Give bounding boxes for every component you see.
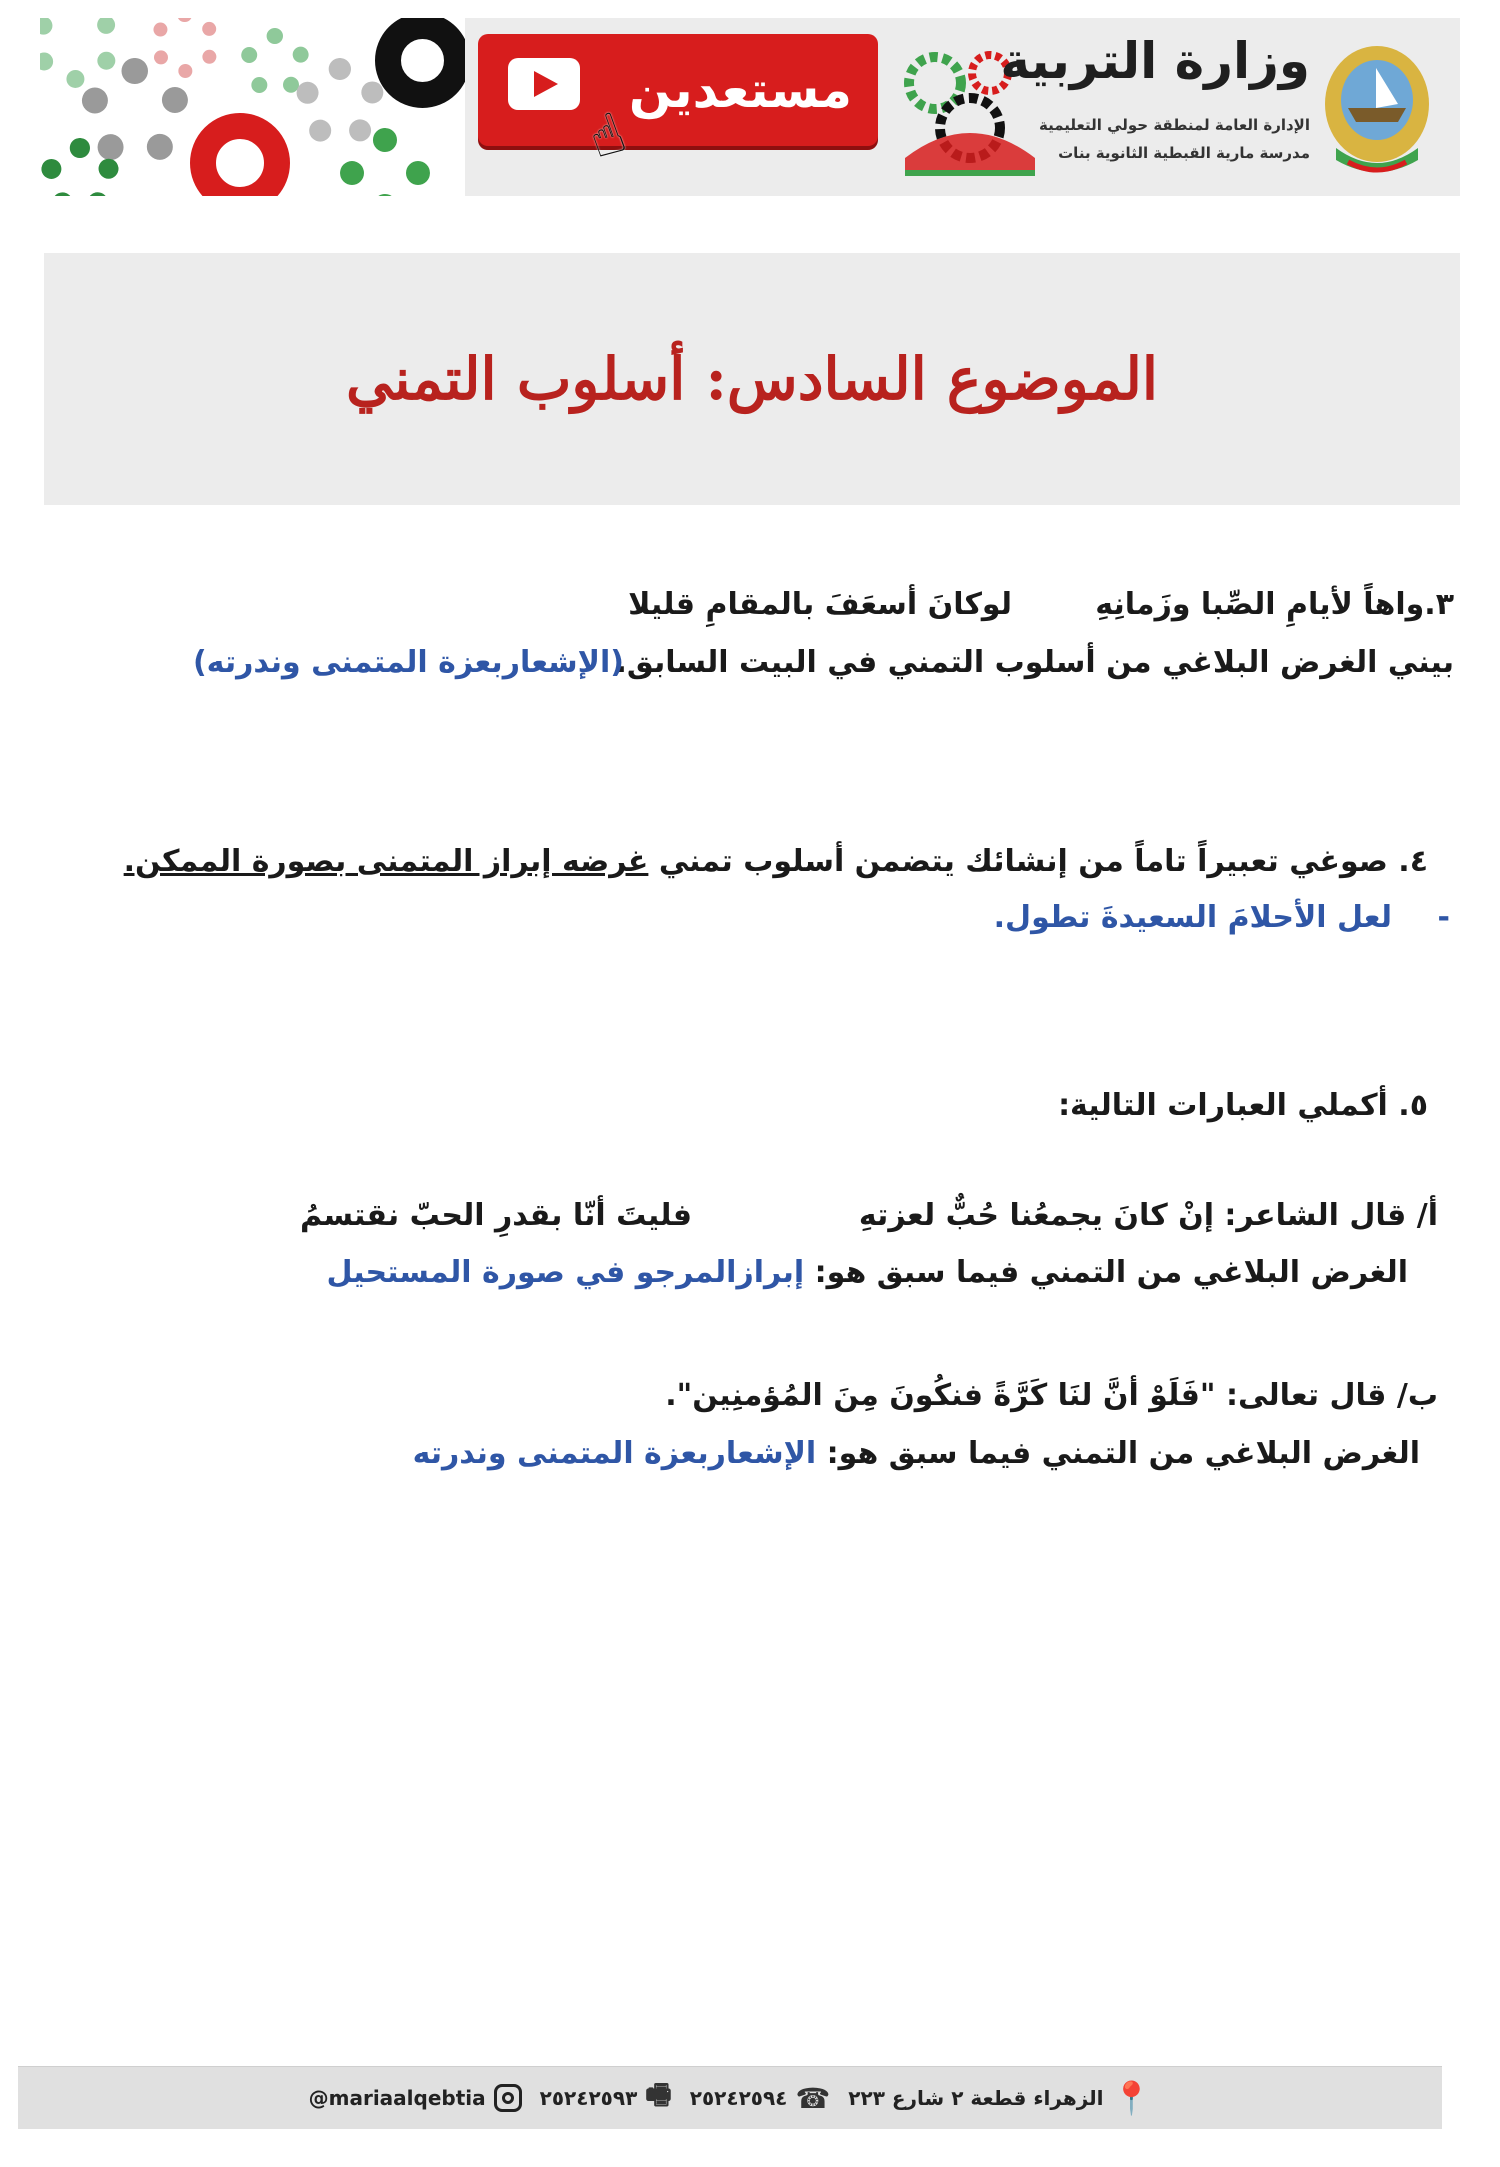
q5a-verse-first: أ/ قال الشاعر: إنْ كانَ يجمعُنا حُبٌّ لعزتهِ (858, 1198, 1438, 1233)
q5b-label (413, 1436, 1420, 1471)
q4-prompt (124, 844, 1428, 879)
address-text: الزهراء قطعة ٢ شارع ٢٢٣ (848, 2086, 1104, 2110)
instagram-handle: @mariaalqebtia (308, 2086, 486, 2110)
phone-text: ٢٥٢٤٢٥٩٤ (689, 2086, 788, 2110)
q5a-label (327, 1255, 1408, 1290)
footer-fax[interactable] (540, 2074, 672, 2122)
mustaeddin-button[interactable] (478, 34, 878, 173)
school-name: مدرسة مارية القبطية الثانوية بنات (1058, 144, 1310, 162)
pointer-hand-icon: ☝ (579, 100, 635, 173)
q4-answer: لعل الأحلامَ السعيدةَ تطول. (993, 900, 1392, 935)
button-label: مستعدين (628, 61, 852, 119)
gear-icon (190, 113, 290, 196)
location-pin-icon: 📍 (1111, 2079, 1152, 2117)
ministry-title: وزارة التربية (1000, 32, 1310, 90)
q3-verse-first: ٣.واهاً لأيامِ الصِّبا وزَمانِهِ (1095, 587, 1454, 622)
q5a-verse-second: فليتَ أنّا بقدرِ الحبّ نقتسمُ (299, 1198, 692, 1233)
play-icon (508, 58, 580, 110)
q3-question: بيني الغرض البلاغي من أسلوب التمني في البيت السابق. (615, 645, 1454, 680)
footer-phone[interactable] (690, 2082, 831, 2115)
footer (18, 2066, 1442, 2129)
footer-address (848, 2079, 1151, 2117)
fax-text: ٢٥٢٤٢٥٩٣ (539, 2086, 638, 2110)
phone-icon: ☎ (795, 2081, 831, 2115)
q3-verse-second: لوكانَ أسعَفَ بالمقامِ قليلا (628, 587, 1012, 622)
kuwait-emblem-icon (1318, 38, 1436, 178)
q4-prompt-start: ٤. صوغي تعبيراً تاماً من إنشائك يتضمن أسلوب تمني (658, 844, 1428, 879)
q5a-label-text: الغرض البلاغي من التمني فيما سبق هو: (814, 1255, 1408, 1290)
q5b-quote: ب/ قال تعالى: "فَلَوْ أنَّ لنَا كَرَّةً فنكُونَ مِنَ المُؤمنِين". (665, 1378, 1438, 1413)
instagram-icon (494, 2084, 522, 2112)
q5b-label-text: الغرض البلاغي من التمني فيما سبق هو: (826, 1436, 1420, 1471)
fax-icon: 🖷 (645, 2078, 672, 2111)
q5-prompt: ٥. أكملي العبارات التالية: (1058, 1088, 1428, 1123)
page-title: الموضوع السادس: أسلوب التمني (345, 345, 1159, 413)
q5b-answer: الإشعاربعزة المتمنى وندرته (412, 1436, 817, 1471)
gear-icon (375, 18, 465, 108)
title-box (44, 253, 1460, 505)
q4-bullet: - (1437, 900, 1450, 935)
q4-prompt-underlined: غرضه إبراز المتمنى بصورة الممكن. (123, 844, 649, 879)
q3-answer: (الإشعاربعزة المتمنى وندرته) (192, 645, 624, 680)
q5a-answer: إبرازالمرجو في صورة المستحيل (326, 1255, 805, 1290)
footer-instagram[interactable] (309, 2084, 522, 2112)
gears-decoration (40, 18, 465, 196)
header-banner (40, 18, 1460, 196)
directorate-name: الإدارة العامة لمنطقة حولي التعليمية (1038, 116, 1310, 134)
